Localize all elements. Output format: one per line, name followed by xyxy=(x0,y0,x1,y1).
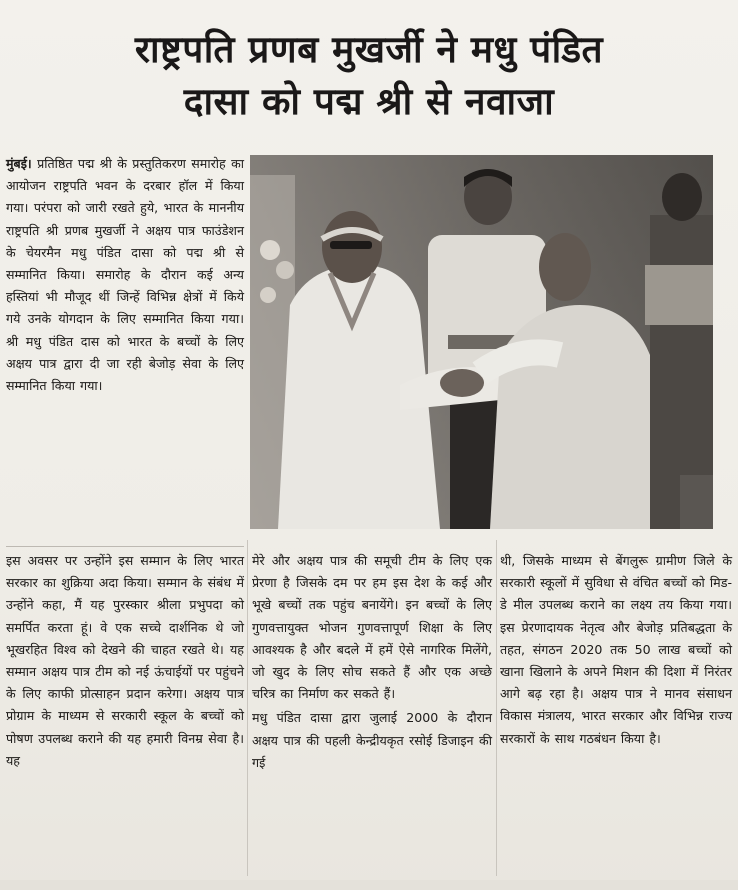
column-divider-1 xyxy=(247,540,248,876)
column-1 xyxy=(6,550,244,772)
column-3 xyxy=(500,550,732,750)
headline xyxy=(6,24,732,128)
paragraph-2: इस अवसर पर उन्होंने इस सम्मान के लिए भारत सरकार का शुक्रिया अदा किया। सम्मान के संबंध में उन्होंने कहा, मैं यह पुरस्कार श्रीला प्रभुपदा को समर्पित करता हूं। वे एक सच्चे दार्शनिक थे जो भूखरहित विश्व को देखने की चाहत रखते थे। यह सम्मान अक्षय पात्र टीम को नई ऊंचाईयों पर पहुंचने के लिए काफी प्रोत्साहन प्रदान करेगा। अक्षय पात्र प्रोग्राम के माध्यम से सरकारी स्कूल के बच्चों को पोषण उपलब्ध कराने की यह हमारी विनम्र सेवा है। यह xyxy=(6,553,244,768)
paragraph-3: मेरे और अक्षय पात्र की समूची टीम के लिए एक प्रेरणा है जिसके दम पर हम इस देश के कई और भूखे बच्चों तक पहुंच बनायेंगे। इन बच्चों के लिए गुणवत्तायुक्त भोजन गुणवत्तापूर्ण शिक्षा के लिए आवश्यक है और बदले में हमें ऐसे नागरिक मिलेंगे, जो खुद के लिए सोच सकते हैं और एक अच्छे चरित्र का निर्माण कर सकते हैं। xyxy=(252,553,492,702)
headline-line-2: दासा को पद्म श्री से नवाजा xyxy=(183,80,555,123)
column-divider-horizontal xyxy=(6,546,244,547)
column-2 xyxy=(252,550,492,774)
column-divider-2 xyxy=(496,540,497,876)
headline-line-1: राष्ट्रपति प्रणब मुखर्जी ने मधु पंडित xyxy=(134,28,604,71)
paragraph-1: प्रतिष्ठित पद्म श्री के प्रस्तुतिकरण समारोह का आयोजन राष्ट्रपति भवन के दरबार हॉल में किया गया। परंपरा को जारी रखते हुये, भारत के माननीय राष्ट्रपति श्री प्रणब मुखर्जी ने अक्षय पात्र फाउंडेशन के चेयरमैन मधु पंडित दासा को पद्म श्री से सम्मानित किया। समारोह के दौरान कई अन्य हस्तियां भी मौजूद थीं जिन्हें विभिन्न क्षेत्रों में किये गये उनके योगदान के लिए सम्मानित किया गया। श्री मधु पंडित दास को भारत के बच्चों के लिए अक्षय पात्र द्वारा दी जा रही बेजोड़ सेवा के लिए सम्मानित किया गया। xyxy=(6,156,244,394)
column-1-top xyxy=(6,153,244,397)
photo-image xyxy=(250,155,713,529)
dateline: मुंबई। xyxy=(6,156,32,171)
bottom-margin xyxy=(0,880,738,890)
paragraph-5: थी, जिसके माध्यम से बेंगलुरू ग्रामीण जिले के सरकारी स्कूलों में सुविधा से वंचित बच्चों को मिड-डे मील उपलब्ध कराने का लक्ष्य तय किया गया। इस प्रेरणादायक नेतृत्व और बेजोड़ प्रतिबद्धता के तहत, संगठन 2020 तक 50 लाख बच्चों को खाना खिलाने के अपने मिशन की दिशा में निरंतर आगे बढ़ रहा है। अक्षय पात्र ने मानव संसाधन विकास मंत्रालय, भारत सरकार और विभिन्न राज्य सरकारों के साथ गठबंधन किया है। xyxy=(500,553,732,746)
award-ceremony-photo xyxy=(250,155,713,529)
paragraph-4: मधु पंडित दासा द्वारा जुलाई 2000 के दौरान अक्षय पात्र की पहली केन्द्रीयकृत रसोई डिजाइन की गई xyxy=(252,710,492,770)
